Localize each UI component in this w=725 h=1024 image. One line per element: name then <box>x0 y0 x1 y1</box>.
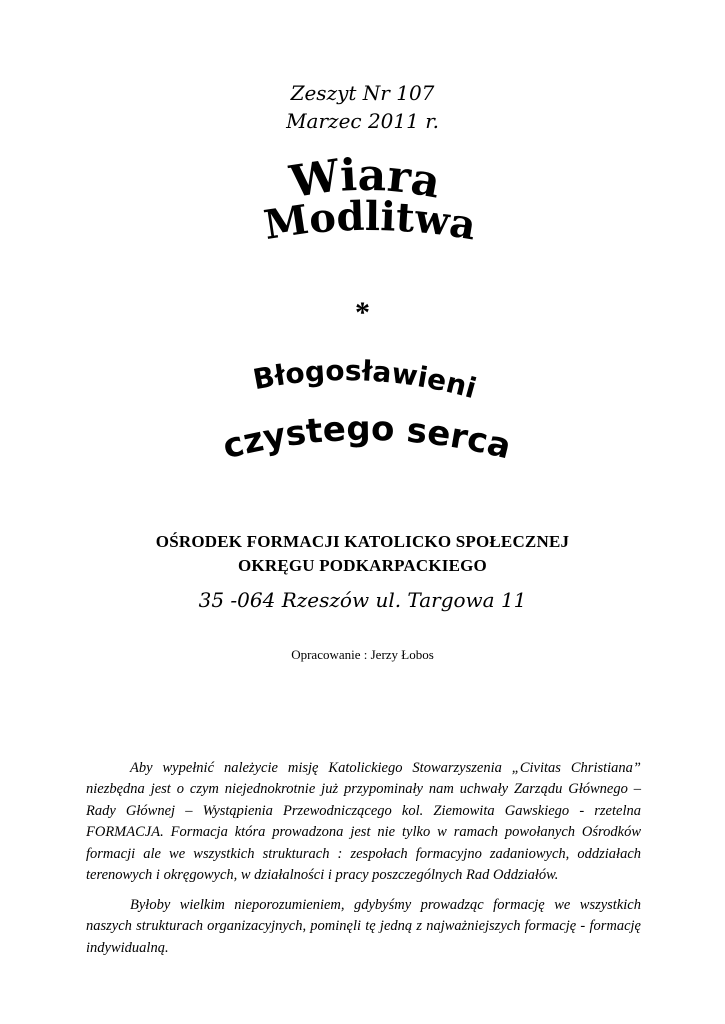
subtitle-line-2: czystego serca <box>218 408 515 468</box>
title-line-1: Wiara <box>286 149 445 209</box>
issue-date: Marzec 2011 r. <box>286 109 439 133</box>
organization-address: 35 -064 Rzeszów ul. Targowa 11 <box>198 588 527 612</box>
subtitle-line-1: Błogosławieni <box>250 354 480 406</box>
author-credit: Opracowanie : Jerzy Łobos <box>291 647 434 662</box>
body-paragraph-1: Aby wypełnić należycie misję Katolickiego Stowarzyszenia „Civitas Christiana” niezbędna jest o czym niejednokrotnie już przypominały nam uchwały Zarządu Głównego – Rady Głównej – Wystąpienia Przewodniczącego kol. Ziemowita Gawskiego - rzetelna FORMACJA. Formacja która prowadzona jest nie tylko w ramach powołanych Ośrodków formacji ale we wszystkich strukturach : zespołach formacyjno zadaniowych, oddziałach terenowych i okręgowych, w działalności i pracy poszczególnych Rad Oddziałów. <box>86 759 641 883</box>
subtitle-wordart <box>0 355 725 475</box>
separator-asterisk: * <box>355 296 370 329</box>
organization-region: OKRĘGU PODKARPACKIEGO <box>238 556 487 575</box>
organization-name: OŚRODEK FORMACJI KATOLICKO SPOŁECZNEJ <box>155 532 570 551</box>
title-line-2: Modlitwa <box>260 192 480 250</box>
issue-number: Zeszyt Nr 107 <box>290 81 435 105</box>
title-wordart <box>0 149 725 270</box>
body-paragraph-2: Byłoby wielkim nieporozumieniem, gdybyśmy prowadząc formację we wszystkich naszych strukturach organizacyjnych, pominęli tę jedną z najważniejszych formację - formację indywidualną. <box>86 896 641 956</box>
